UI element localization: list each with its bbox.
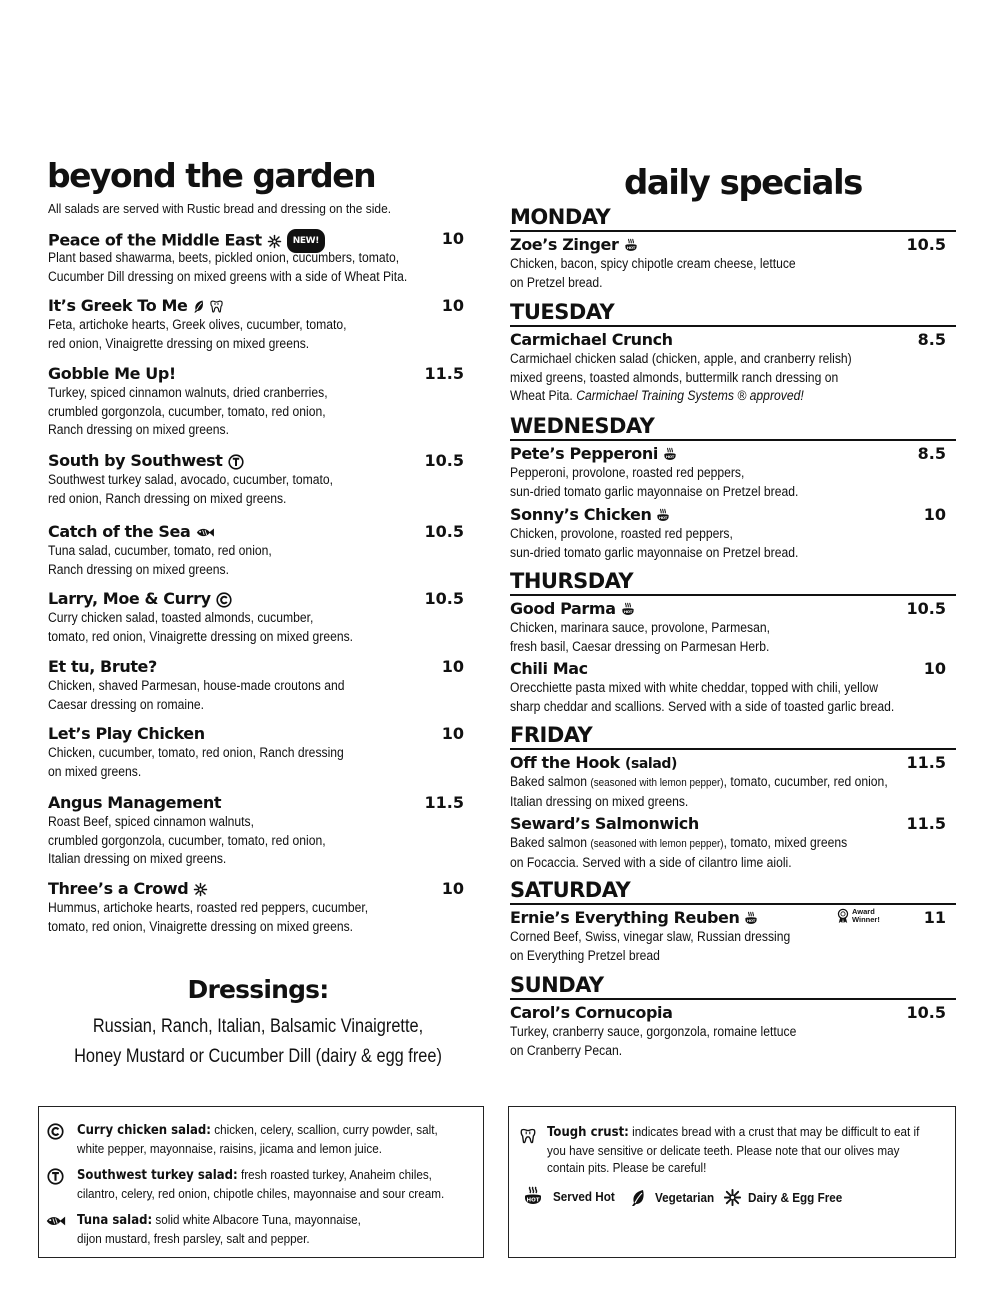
footnote-text: solid white Albacore Tuna, mayonnaise,: [152, 1212, 361, 1227]
menu-item: [48, 657, 468, 714]
southwest-turkey-t-icon: [228, 454, 244, 470]
menu-item: [48, 296, 468, 353]
legend-label: Dairy & Egg Free: [748, 1189, 843, 1205]
item-desc: on Pretzel bread.: [510, 274, 603, 290]
special-item: [510, 814, 956, 872]
footnote-label: Tough crust:: [547, 1125, 629, 1140]
item-price: 10: [441, 724, 464, 743]
item-name-note: (salad): [624, 756, 677, 772]
item-desc: Plant based shawarma, beets, pickled onion, cucumbers, tomato,: [48, 250, 400, 265]
item-price: 10.5: [906, 1003, 946, 1022]
dairy-egg-free-icon: [723, 1188, 742, 1207]
footnote-text: indicates bread with a crust that may be difficult to eat if: [628, 1124, 920, 1139]
special-item: [510, 330, 956, 406]
legend-label: Vegetarian: [655, 1190, 715, 1206]
item-name: Angus Management: [48, 793, 222, 812]
item-price: 10: [441, 657, 464, 676]
dressings-line: Honey Mustard or Cucumber Dill (dairy & egg free): [74, 1046, 442, 1067]
item-name: Ernie’s Everything Reuben: [510, 908, 740, 927]
item-price: 10.5: [424, 522, 464, 541]
item-desc: on mixed greens.: [48, 763, 142, 779]
menu-item: [48, 229, 468, 286]
special-item: [510, 753, 956, 811]
tough-crust-tooth-icon: [209, 299, 224, 314]
item-desc: Turkey, cranberry sauce, gorgonzola, romaine lettuce: [510, 1024, 797, 1039]
item-desc: mixed greens, toasted almonds, buttermilk ranch dressing on: [510, 369, 839, 385]
menu-item: [48, 364, 468, 440]
item-price: 11.5: [424, 793, 464, 812]
item-desc: on Cranberry Pecan.: [510, 1042, 623, 1058]
menu-item: [48, 522, 468, 579]
served-hot-icon: [656, 508, 670, 524]
served-hot-icon: [624, 238, 638, 254]
footnote-text: cilantro, celery, red onion, chipotle chiles, mayonnaise and sour cream.: [77, 1185, 445, 1201]
item-name: Et tu, Brute?: [48, 657, 157, 676]
item-name: Three’s a Crowd: [48, 879, 189, 898]
legend-item: [723, 1188, 853, 1207]
day-heading-thursday: THURSDAY: [510, 569, 956, 596]
carmichael-approved: Carmichael Training Systems ® approved!: [576, 388, 804, 403]
item-name: Larry, Moe & Curry: [48, 589, 211, 608]
item-name: Good Parma: [510, 599, 616, 618]
new-badge: NEW!: [287, 229, 325, 253]
item-name: Let’s Play Chicken: [48, 724, 205, 743]
special-item: [510, 505, 956, 562]
desc-seasoning-note: (seasoned with lemon pepper): [590, 838, 724, 850]
item-desc: Feta, artichoke hearts, Greek olives, cucumber, tomato,: [48, 317, 347, 332]
item-price: 11.5: [424, 364, 464, 383]
item-name: Chili Mac: [510, 659, 588, 678]
item-desc: [510, 773, 911, 793]
item-desc: Chicken, provolone, roasted red peppers,: [510, 526, 733, 541]
item-desc: Turkey, spiced cinnamon walnuts, dried cranberries,: [48, 385, 328, 400]
item-price: 10.5: [906, 235, 946, 254]
item-desc: Pepperoni, provolone, roasted red peppers,: [510, 465, 745, 480]
item-desc: sharp cheddar and scallions. Served with a side of toasted garlic bread.: [510, 698, 895, 714]
item-desc: red onion, Ranch dressing on mixed greens.: [48, 490, 287, 506]
item-desc: Corned Beef, Swiss, vinegar slaw, Russian dressing: [510, 929, 791, 944]
tuna-fish-icon: [45, 1214, 66, 1228]
vegetarian-leaf-icon: [629, 1187, 649, 1209]
dressings-line: Russian, Ranch, Italian, Balsamic Vinaigrette,: [92, 1016, 424, 1037]
item-price: 10: [923, 505, 946, 524]
item-desc: Chicken, bacon, spicy chipotle cream cheese, lettuce: [510, 256, 796, 271]
day-heading-saturday: SATURDAY: [510, 878, 956, 905]
item-price: 10.5: [906, 599, 946, 618]
item-desc: Chicken, shaved Parmesan, house-made croutons and: [48, 678, 345, 693]
item-desc: [510, 387, 911, 406]
menu-item: [48, 724, 468, 781]
item-desc: Curry chicken salad, toasted almonds, cucumber,: [48, 610, 314, 625]
item-name: Zoe’s Zinger: [510, 235, 619, 254]
item-desc: Orecchiette pasta mixed with white cheddar, topped with chili, yellow: [510, 680, 879, 695]
item-price: 11: [923, 908, 946, 927]
item-desc: Roast Beef, spiced cinnamon walnuts,: [48, 814, 254, 829]
footnote-text: white pepper, mayonnaise, raisins, jicama and lemon juice.: [77, 1140, 383, 1156]
item-price: 10: [441, 229, 464, 248]
section-title-beyond-the-garden: beyond the garden: [47, 156, 376, 195]
item-name: Sonny’s Chicken: [510, 505, 652, 524]
footnote-label: Curry chicken salad:: [77, 1123, 212, 1138]
item-name: Pete’s Pepperoni: [510, 444, 658, 463]
special-item: [510, 599, 956, 656]
salad-ingredients-footnote-box: [38, 1106, 484, 1258]
item-name: Catch of the Sea: [48, 522, 191, 541]
legend-label: Served Hot: [553, 1189, 615, 1205]
item-name: South by Southwest: [48, 451, 223, 470]
item-price: 11.5: [906, 753, 946, 772]
item-desc: Italian dressing on mixed greens.: [510, 793, 689, 809]
section-subtitle: All salads are served with Rustic bread and dressing on the side.: [48, 201, 392, 216]
item-desc: Hummus, artichoke hearts, roasted red peppers, cucumber,: [48, 900, 369, 915]
served-hot-icon: [663, 447, 677, 463]
served-hot-icon: [523, 1185, 543, 1209]
item-desc: on Focaccia. Served with a side of cilantro lime aioli.: [510, 854, 792, 870]
icon-legend-footnote-box: [508, 1106, 956, 1258]
item-desc: tomato, red onion, Vinaigrette dressing on mixed greens.: [48, 628, 354, 644]
menu-item: [48, 879, 468, 936]
award-winner: [836, 908, 888, 924]
day-heading-tuesday: TUESDAY: [510, 300, 956, 327]
menu-item: [48, 793, 468, 869]
footnote-label: Tuna salad:: [77, 1213, 153, 1228]
footnote-text: chicken, celery, scallion, curry powder, salt,: [211, 1122, 438, 1137]
vegetarian-leaf-icon: [192, 299, 207, 314]
dressings-list: [40, 1012, 476, 1072]
item-name: Seward’s Salmonwich: [510, 814, 699, 833]
day-heading-friday: FRIDAY: [510, 723, 956, 750]
item-desc: Tuna salad, cucumber, tomato, red onion,: [48, 543, 272, 558]
tough-crust-tooth-icon: [519, 1127, 537, 1145]
footnote-text: contain pits. Please be careful!: [547, 1160, 707, 1175]
special-item: [510, 1003, 956, 1060]
desc-tail: Wheat Pita.: [510, 388, 573, 403]
section-title-daily-specials: daily specials: [624, 163, 862, 203]
item-desc: [510, 834, 911, 854]
day-heading-sunday: SUNDAY: [510, 973, 956, 1000]
curry-chicken-c-icon: [216, 592, 232, 608]
day-heading-wednesday: WEDNESDAY: [510, 414, 956, 441]
desc-seasoning-note: (seasoned with lemon pepper): [590, 777, 724, 789]
dairy-egg-free-icon: [193, 882, 208, 897]
item-desc: on Everything Pretzel bread: [510, 947, 660, 963]
footnote-label: Southwest turkey salad:: [77, 1168, 238, 1183]
item-desc: Italian dressing on mixed greens.: [48, 851, 227, 866]
legend-item: [629, 1187, 721, 1209]
item-desc: red onion, Vinaigrette dressing on mixed greens.: [48, 335, 310, 351]
desc-part: Baked salmon: [510, 774, 588, 789]
item-desc: fresh basil, Caesar dressing on Parmesan Herb.: [510, 638, 770, 654]
special-item: [510, 908, 956, 965]
item-desc: Southwest turkey salad, avocado, cucumber, tomato,: [48, 472, 334, 487]
special-item: [510, 235, 956, 292]
item-price: 10: [441, 879, 464, 898]
served-hot-icon: [621, 602, 635, 618]
item-price: 10: [923, 659, 946, 678]
item-desc: crumbled gorgonzola, cucumber, tomato, red onion,: [48, 403, 326, 419]
special-item: [510, 659, 956, 716]
item-desc: Chicken, cucumber, tomato, red onion, Ranch dressing: [48, 745, 344, 760]
item-price: 8.5: [917, 330, 946, 349]
footnote-text: dijon mustard, fresh parsley, salt and pepper.: [77, 1230, 310, 1246]
item-name: Carol’s Cornucopia: [510, 1003, 673, 1022]
dairy-egg-free-icon: [267, 234, 282, 249]
tuna-fish-icon: [195, 526, 215, 539]
southwest-turkey-t-icon: [47, 1168, 64, 1185]
desc-part: , tomato, cucumber, red onion,: [723, 774, 888, 789]
award-label: Award Winner!: [852, 907, 880, 924]
item-desc: crumbled gorgonzola, cucumber, tomato, red onion,: [48, 832, 326, 848]
legend-item: [523, 1185, 622, 1209]
curry-chicken-c-icon: [47, 1123, 64, 1140]
desc-part: , tomato, mixed greens: [723, 835, 848, 850]
item-desc: tomato, red onion, Vinaigrette dressing on mixed greens.: [48, 918, 354, 934]
item-desc: Ranch dressing on mixed greens.: [48, 422, 229, 437]
item-desc: Cucumber Dill dressing on mixed greens with a side of Wheat Pita.: [48, 268, 408, 284]
dressings-title: Dressings:: [187, 975, 329, 1004]
desc-part: Baked salmon: [510, 835, 588, 850]
footnote-text: fresh roasted turkey, Anaheim chiles,: [237, 1167, 432, 1182]
special-item: [510, 444, 956, 501]
item-name: Off the Hook: [510, 753, 620, 772]
item-name: Carmichael Crunch: [510, 330, 673, 349]
item-desc: Ranch dressing on mixed greens.: [48, 561, 229, 577]
item-name: Peace of the Middle East: [48, 230, 262, 250]
award-ribbon-icon: [836, 908, 850, 924]
item-price: 10.5: [424, 451, 464, 470]
item-desc: Caesar dressing on romaine.: [48, 696, 205, 712]
item-price: 10: [441, 296, 464, 315]
footnote-text: you have sensitive or delicate teeth. Please note that our olives may: [547, 1142, 900, 1158]
item-price: 8.5: [917, 444, 946, 463]
item-price: 11.5: [906, 814, 946, 833]
day-heading-monday: MONDAY: [510, 205, 956, 232]
item-desc: sun-dried tomato garlic mayonnaise on Pretzel bread.: [510, 544, 799, 560]
item-price: 10.5: [424, 589, 464, 608]
served-hot-icon: [744, 911, 758, 927]
item-name: Gobble Me Up!: [48, 364, 176, 383]
menu-item: [48, 451, 468, 508]
menu-item: [48, 589, 468, 646]
item-name: It’s Greek To Me: [48, 296, 188, 315]
item-desc: sun-dried tomato garlic mayonnaise on Pretzel bread.: [510, 483, 799, 499]
item-desc: Chicken, marinara sauce, provolone, Parmesan,: [510, 620, 771, 635]
item-desc: Carmichael chicken salad (chicken, apple, and cranberry relish): [510, 351, 852, 366]
